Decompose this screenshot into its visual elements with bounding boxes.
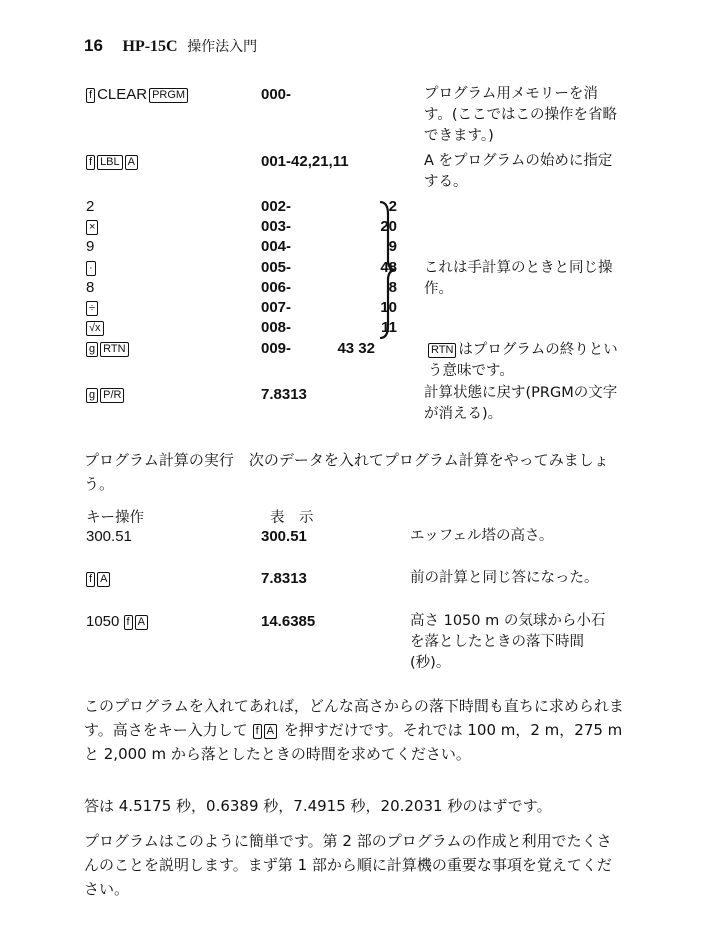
key-rtn: RTN [100,342,128,357]
key-multiply: × [86,218,100,235]
key-sequence-clear-prgm [86,86,190,103]
key-decimal-point: · [86,259,98,276]
key-divide: ÷ [86,299,100,316]
section-heading: プログラム計算の実行 [84,451,234,469]
note-balloon: 高さ 1050 m の気球から小石を落としたときの落下時間(秒)。 [410,613,606,671]
key-prgm: PRGM [149,88,188,103]
brace-icon [378,200,400,340]
key-f: f [253,724,262,739]
key-sequence-run-a [86,570,112,587]
display-001: 001-42,21,11 [261,153,349,170]
note-same-answer: 前の計算と同じ答になった。 [410,570,599,586]
key-rtn: RTN [428,343,456,358]
page-header [84,36,257,56]
key-a: A [97,572,110,587]
column-header-keys: キー操作 [86,510,144,526]
display-005: 005- 48 [261,259,397,276]
key-square-root: √x [86,319,106,336]
key-label-clear: CLEAR [97,86,148,103]
display-300-51: 300.51 [261,528,307,545]
key-sequence-1050 [86,613,150,630]
paragraph-answers: 答は 4.5175 秒，0.6389 秒，7.4915 秒，20.2031 秒のはずです。 [84,797,552,815]
display-14-6385: 14.6385 [261,613,316,630]
key-p-r: P/R [100,388,124,403]
page-number: 16 [84,36,103,55]
key-a: A [125,155,138,170]
key-g: g [86,388,98,403]
paragraph-summary: プログラムはこのように簡単です。第 2 部のプログラムの作成と利用でたくさんのことを説明します。まず第 1 部から順に計算機の重要な事項を覚えてください。 [84,832,612,898]
display-004: 004- 9 [261,238,397,255]
display-002: 002- 2 [261,198,397,215]
note-label-start: A をプログラムの始めに指定する。 [424,153,613,190]
key-2: 2 [86,198,95,215]
column-header-display: 表 示 [270,510,314,526]
note-manual-same: これは手計算のときと同じ操作。 [424,260,613,297]
display-7-8313: 7.8313 [261,570,307,587]
key-f: f [86,155,95,170]
display-007: 007- 10 [261,299,397,316]
key-8: 8 [86,279,95,296]
key-f: f [124,615,133,630]
note-eiffel: エッフェル塔の高さ。 [410,528,554,544]
key-1050: 1050 [86,613,120,630]
display-008: 008- 11 [261,319,397,336]
key-300-51: 300.51 [86,528,132,545]
paragraph-usage: このプログラムを入れてあれば，どんな高さからの落下時間も直ちに求められます。高さをキー入力して f A を押すだけです。それでは 100 m，2 m，275 m と 2,000 m から落としたときの時間を求めてください。 [84,697,624,763]
section-intro [84,448,624,496]
note-return: RTN はプログラムの終りという意味です。 [428,342,618,379]
display-result: 7.8313 [261,386,307,403]
key-sequence-return [86,340,131,357]
section-intro-text: 次のデータを入れてプログラム計算をやってみましょう。 [84,451,609,493]
key-sequence-program-run [86,386,126,403]
key-f: f [86,572,95,587]
note-run-mode: 計算状態に戻す(PRGMの文字が消える)。 [424,385,618,422]
key-9: 9 [86,238,95,255]
key-lbl: LBL [97,155,123,170]
key-a: A [135,615,148,630]
chapter-title: 操作法入門 [187,39,258,55]
display-000: 000- [261,86,292,103]
calculator-model: HP-15C [122,38,178,55]
key-sequence-label-a [86,153,140,170]
key-g: g [86,342,98,357]
display-003: 003- 20 [261,218,397,235]
key-a: A [264,724,277,739]
display-006: 006- 8 [261,279,397,296]
note-clear-memory: プログラム用メモリーを消す。(ここではこの操作を省略できます。) [424,86,617,144]
display-009: 009- 43 32 [261,340,375,357]
key-f: f [86,88,95,103]
